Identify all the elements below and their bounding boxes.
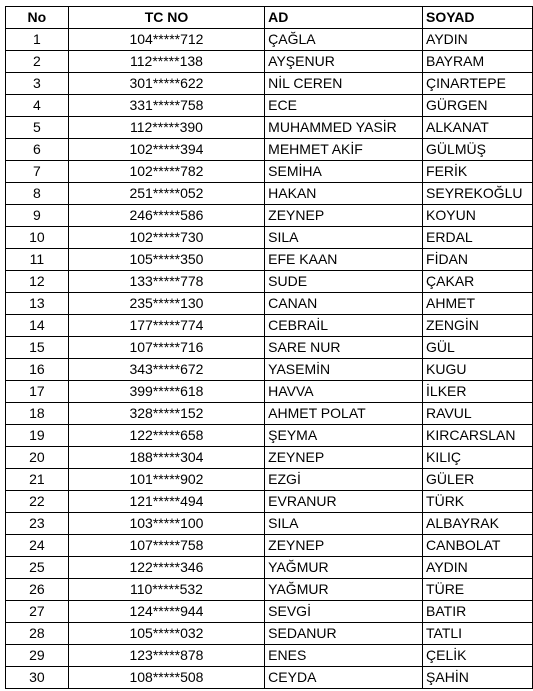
cell-ad: SUDE	[265, 271, 423, 293]
cell-soyad: KOYUN	[423, 205, 533, 227]
cell-no: 11	[6, 249, 69, 271]
cell-no: 8	[6, 183, 69, 205]
cell-ad: CANAN	[265, 293, 423, 315]
cell-tc-no: 108*****508	[68, 667, 264, 689]
table-row	[6, 337, 533, 359]
cell-ad: MEHMET AKİF	[265, 139, 423, 161]
table-row	[6, 293, 533, 315]
cell-ad: SEDANUR	[265, 623, 423, 645]
cell-ad: ŞEYMA	[265, 425, 423, 447]
cell-ad: MUHAMMED YASİR	[265, 117, 423, 139]
cell-no: 30	[6, 667, 69, 689]
cell-soyad: İLKER	[423, 381, 533, 403]
cell-tc-no: 328*****152	[68, 403, 264, 425]
table-row	[6, 271, 533, 293]
table-row	[6, 183, 533, 205]
cell-soyad: FERİK	[423, 161, 533, 183]
cell-soyad: ÇELİK	[423, 645, 533, 667]
cell-soyad: KUGU	[423, 359, 533, 381]
cell-ad: HAVVA	[265, 381, 423, 403]
cell-ad: NİL CEREN	[265, 73, 423, 95]
cell-ad: ZEYNEP	[265, 447, 423, 469]
cell-ad: EVRANUR	[265, 491, 423, 513]
cell-soyad: FİDAN	[423, 249, 533, 271]
table-row	[6, 95, 533, 117]
cell-ad: SEMİHA	[265, 161, 423, 183]
cell-soyad: SEYREKOĞLU	[423, 183, 533, 205]
cell-no: 24	[6, 535, 69, 557]
cell-no: 15	[6, 337, 69, 359]
cell-tc-no: 122*****346	[68, 557, 264, 579]
cell-soyad: KIRCARSLAN	[423, 425, 533, 447]
cell-tc-no: 122*****658	[68, 425, 264, 447]
header-soyad: SOYAD	[423, 7, 533, 29]
cell-no: 29	[6, 645, 69, 667]
cell-no: 3	[6, 73, 69, 95]
table-row	[6, 359, 533, 381]
student-table	[5, 6, 533, 689]
cell-soyad: ERDAL	[423, 227, 533, 249]
cell-soyad: GÜLMÜŞ	[423, 139, 533, 161]
cell-no: 26	[6, 579, 69, 601]
cell-ad: SILA	[265, 227, 423, 249]
cell-soyad: TÜRE	[423, 579, 533, 601]
cell-no: 22	[6, 491, 69, 513]
cell-no: 14	[6, 315, 69, 337]
cell-soyad: ALKANAT	[423, 117, 533, 139]
cell-no: 6	[6, 139, 69, 161]
table-row	[6, 535, 533, 557]
cell-soyad: AHMET	[423, 293, 533, 315]
cell-no: 17	[6, 381, 69, 403]
cell-ad: ÇAĞLA	[265, 29, 423, 51]
cell-tc-no: 235*****130	[68, 293, 264, 315]
cell-soyad: BATIR	[423, 601, 533, 623]
table-row	[6, 447, 533, 469]
header-row	[6, 7, 533, 29]
cell-tc-no: 102*****782	[68, 161, 264, 183]
cell-tc-no: 107*****716	[68, 337, 264, 359]
cell-tc-no: 399*****618	[68, 381, 264, 403]
table-row	[6, 667, 533, 689]
cell-ad: CEYDA	[265, 667, 423, 689]
cell-tc-no: 105*****350	[68, 249, 264, 271]
table-row	[6, 557, 533, 579]
cell-no: 1	[6, 29, 69, 51]
table-row	[6, 403, 533, 425]
table-row	[6, 469, 533, 491]
cell-no: 25	[6, 557, 69, 579]
cell-ad: SEVGİ	[265, 601, 423, 623]
cell-soyad: GÜLER	[423, 469, 533, 491]
cell-tc-no: 110*****532	[68, 579, 264, 601]
cell-tc-no: 121*****494	[68, 491, 264, 513]
cell-ad: YAĞMUR	[265, 579, 423, 601]
cell-tc-no: 105*****032	[68, 623, 264, 645]
cell-no: 23	[6, 513, 69, 535]
cell-ad: EFE KAAN	[265, 249, 423, 271]
cell-tc-no: 102*****730	[68, 227, 264, 249]
cell-no: 27	[6, 601, 69, 623]
table-row	[6, 513, 533, 535]
cell-soyad: GÜRGEN	[423, 95, 533, 117]
table-row	[6, 491, 533, 513]
cell-tc-no: 177*****774	[68, 315, 264, 337]
cell-ad: HAKAN	[265, 183, 423, 205]
cell-tc-no: 343*****672	[68, 359, 264, 381]
table-row	[6, 425, 533, 447]
cell-soyad: ŞAHİN	[423, 667, 533, 689]
header-tc-no: TC NO	[68, 7, 264, 29]
cell-tc-no: 251*****052	[68, 183, 264, 205]
cell-tc-no: 107*****758	[68, 535, 264, 557]
cell-tc-no: 123*****878	[68, 645, 264, 667]
cell-no: 4	[6, 95, 69, 117]
cell-soyad: AYDIN	[423, 557, 533, 579]
cell-soyad: TATLI	[423, 623, 533, 645]
table-row	[6, 227, 533, 249]
cell-soyad: ALBAYRAK	[423, 513, 533, 535]
cell-no: 18	[6, 403, 69, 425]
cell-no: 2	[6, 51, 69, 73]
table-row	[6, 73, 533, 95]
cell-ad: AHMET POLAT	[265, 403, 423, 425]
cell-ad: ECE	[265, 95, 423, 117]
cell-tc-no: 246*****586	[68, 205, 264, 227]
cell-soyad: KILIÇ	[423, 447, 533, 469]
table-row	[6, 161, 533, 183]
table-row	[6, 315, 533, 337]
cell-soyad: TÜRK	[423, 491, 533, 513]
cell-tc-no: 124*****944	[68, 601, 264, 623]
cell-tc-no: 133*****778	[68, 271, 264, 293]
cell-ad: SILA	[265, 513, 423, 535]
cell-tc-no: 101*****902	[68, 469, 264, 491]
cell-no: 20	[6, 447, 69, 469]
table-row	[6, 645, 533, 667]
cell-ad: SARE NUR	[265, 337, 423, 359]
cell-no: 5	[6, 117, 69, 139]
table-row	[6, 579, 533, 601]
cell-soyad: BAYRAM	[423, 51, 533, 73]
table-row	[6, 601, 533, 623]
table-row	[6, 51, 533, 73]
cell-ad: ENES	[265, 645, 423, 667]
cell-tc-no: 112*****390	[68, 117, 264, 139]
cell-no: 19	[6, 425, 69, 447]
table-row	[6, 249, 533, 271]
cell-tc-no: 301*****622	[68, 73, 264, 95]
cell-ad: ZEYNEP	[265, 535, 423, 557]
cell-soyad: ÇAKAR	[423, 271, 533, 293]
cell-tc-no: 103*****100	[68, 513, 264, 535]
table-row	[6, 117, 533, 139]
cell-ad: AYŞENUR	[265, 51, 423, 73]
cell-ad: EZGİ	[265, 469, 423, 491]
cell-no: 21	[6, 469, 69, 491]
cell-soyad: CANBOLAT	[423, 535, 533, 557]
table-row	[6, 29, 533, 51]
cell-soyad: ÇINARTEPE	[423, 73, 533, 95]
header-no: No	[6, 7, 69, 29]
cell-soyad: ZENGİN	[423, 315, 533, 337]
cell-soyad: AYDIN	[423, 29, 533, 51]
cell-tc-no: 104*****712	[68, 29, 264, 51]
table-row	[6, 381, 533, 403]
cell-ad: ZEYNEP	[265, 205, 423, 227]
cell-tc-no: 102*****394	[68, 139, 264, 161]
table-row	[6, 205, 533, 227]
cell-tc-no: 112*****138	[68, 51, 264, 73]
cell-no: 9	[6, 205, 69, 227]
cell-no: 28	[6, 623, 69, 645]
cell-ad: YASEMİN	[265, 359, 423, 381]
cell-no: 12	[6, 271, 69, 293]
cell-no: 13	[6, 293, 69, 315]
cell-ad: CEBRAİL	[265, 315, 423, 337]
table-row	[6, 139, 533, 161]
cell-ad: YAĞMUR	[265, 557, 423, 579]
cell-no: 7	[6, 161, 69, 183]
table-body	[6, 29, 533, 689]
cell-no: 10	[6, 227, 69, 249]
cell-soyad: GÜL	[423, 337, 533, 359]
cell-no: 16	[6, 359, 69, 381]
table-row	[6, 623, 533, 645]
cell-tc-no: 188*****304	[68, 447, 264, 469]
cell-tc-no: 331*****758	[68, 95, 264, 117]
header-ad: AD	[265, 7, 423, 29]
cell-soyad: RAVUL	[423, 403, 533, 425]
